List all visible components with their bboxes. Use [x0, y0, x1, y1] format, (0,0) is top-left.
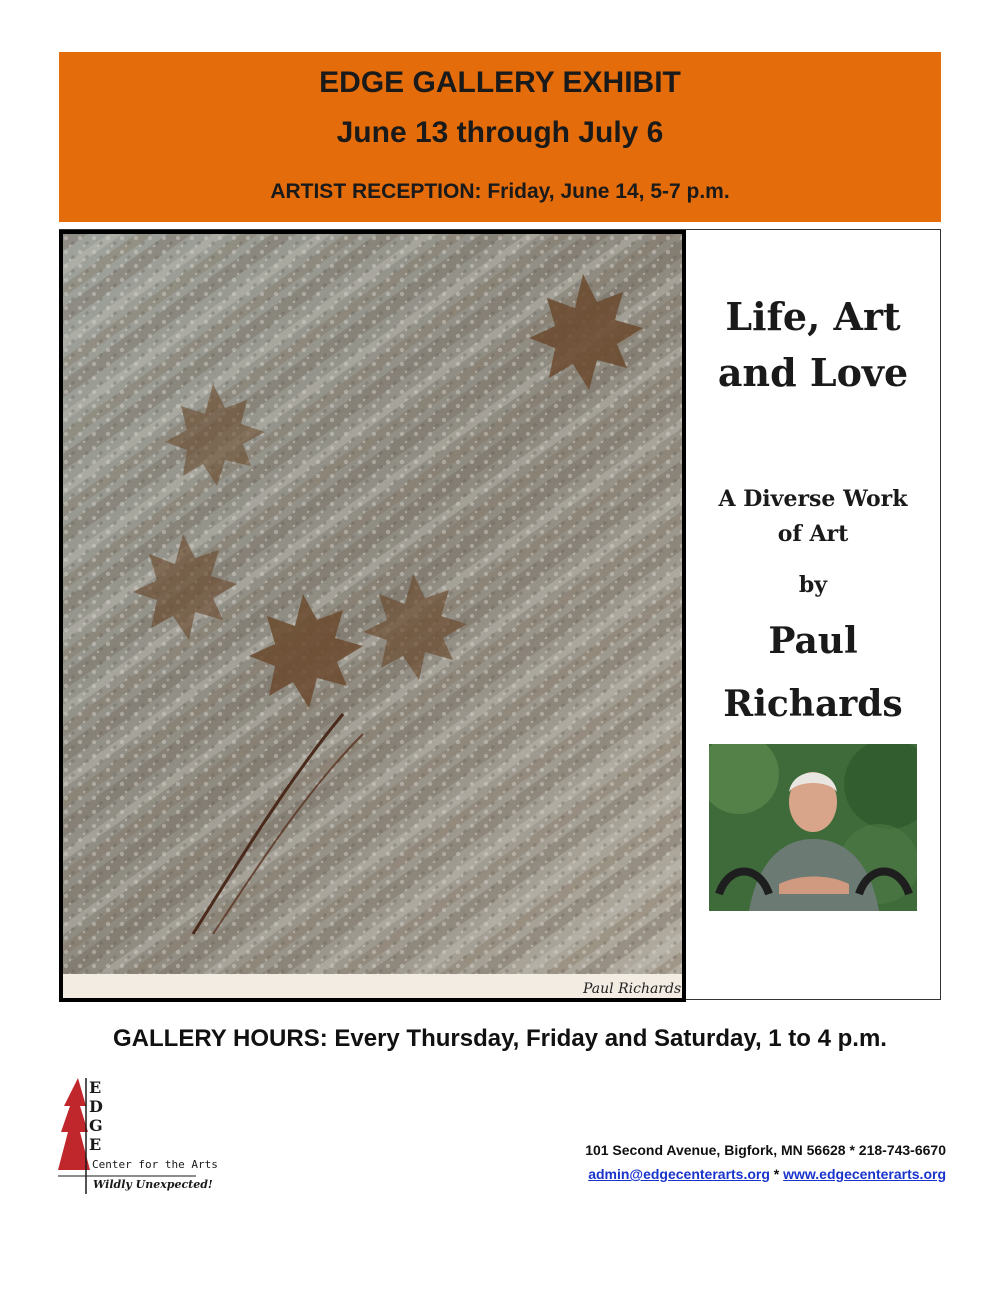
banner-heading: EDGE GALLERY EXHIBIT [319, 66, 681, 99]
banner-dates: June 13 through July 6 [336, 116, 664, 149]
featured-painting [59, 230, 686, 1002]
logo-letter: E [89, 1135, 102, 1154]
exhibit-by: by [798, 572, 828, 598]
contact-address: 101 Second Avenue, Bigfork, MN 56628 * 218-743-6670 [585, 1142, 946, 1158]
website-link[interactable]: www.edgecenterarts.org [783, 1166, 946, 1182]
edge-logo [56, 1076, 218, 1198]
exhibit-subtitle-line2: of Art [777, 521, 849, 547]
email-link[interactable]: admin@edgecenterarts.org [588, 1166, 770, 1182]
contact-links [588, 1166, 946, 1182]
gallery-hours: GALLERY HOURS: Every Thursday, Friday and Saturday, 1 to 4 p.m. [113, 1025, 887, 1052]
artist-first-name: Paul [768, 620, 858, 662]
exhibit-banner [59, 52, 941, 222]
link-separator: * [773, 1166, 780, 1182]
logo-letter: E [89, 1078, 102, 1097]
artist-last-name: Richards [723, 683, 903, 725]
logo-tagline: Wildly Unexpected! [93, 1178, 213, 1191]
logo-letter: G [89, 1116, 103, 1135]
painting-signature: Paul Richards [583, 981, 682, 997]
logo-letters [89, 1078, 103, 1154]
logo-name: Center for the Arts [92, 1158, 218, 1171]
logo-letter: D [89, 1097, 103, 1116]
banner-reception: ARTIST RECEPTION: Friday, June 14, 5-7 p.m. [270, 180, 730, 203]
exhibit-subtitle-line1: A Diverse Work [718, 486, 908, 512]
portrait-image [709, 744, 917, 911]
exhibit-title-line1: Life, Art [725, 294, 901, 339]
exhibit-title-line2: and Love [717, 350, 909, 395]
artist-portrait [709, 744, 917, 911]
painting-image [63, 234, 682, 998]
